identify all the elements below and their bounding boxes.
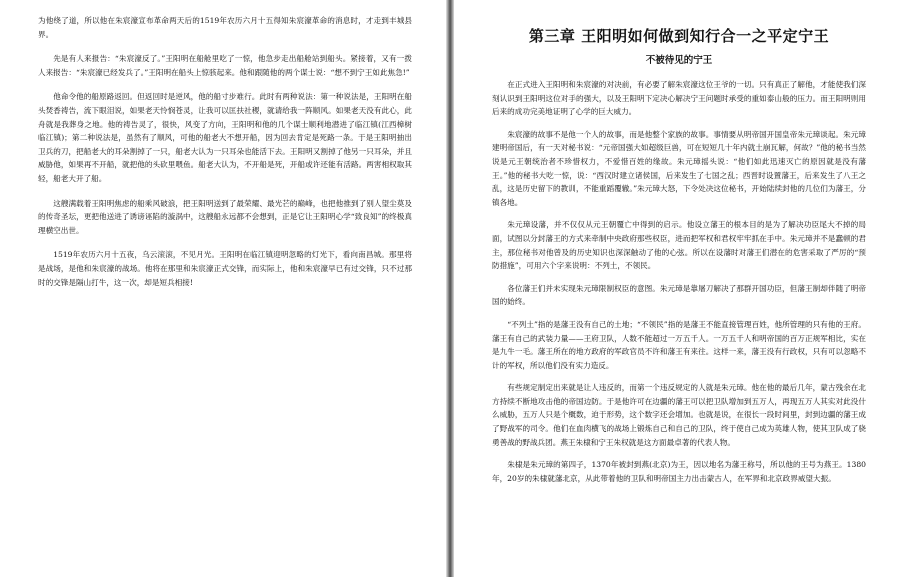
left-paragraph-4: 这艘满载着王阳明焦虑的船乘风破浪，把王阳明送到了最荣耀、最光芒的巅峰，也把他推到了别人望尘莫及的传奇圣坛，更把他送进了诱谤诬陷的漩涡中，这艘船永远都不会想到，正是它让王阳明心学“致良知”的终极真理横空出世。: [38, 198, 412, 235]
right-page: [454, 0, 900, 577]
right-paragraph-6: 有些规定制定出来就是让人违反的，而第一个违反规定的人就是朱元璋。他在他的最后几年，蒙古残余在北方持续不断地攻击他的帝国边防。于是他许可在边疆的藩王可以把卫队增加到五万人，再现五万人其实对此没什么威胁，五万人只是个概数，迫于形势，这个数字还会增加。也就是说，在很长一段时间里，封到边疆的藩王成了野战军的司令。他们在血肉横飞的战场上锻炼自己和自己的卫队，终于使自己成为英雄人物，使其卫队成了骁勇善战的野战兵团。燕王朱棣和宁王朱权就是这方面最卓著的代表人物。: [492, 383, 866, 447]
chapter-title: 第三章 王阳明如何做到知行合一之平定宁王: [528, 27, 830, 45]
right-paragraph-3: 朱元璋设藩，并不仅仅从元王朝覆亡中得到的启示。他设立藩王的根本目的是为了解决功臣尾大不掉的局面，试图以分封藩王的方式来牵制中央政府那些权臣，进而把军权和君权牢牢抓在手中。朱元璋并不是蠢顿的君主，那位秘书对他曾及的历史知识也深深触动了他的心弦。所以在设藩时对藩王们潜在的危害采取了严厉的“预防措施”，可用六个字来说明：不列土，不领民。: [492, 220, 866, 271]
section-title: 不被待见的宁王: [645, 55, 713, 66]
left-paragraph-5: 1519年农历六月十五夜，乌云滚滚，不见月光。王阳明在临江镇迎明忽略的灯光下，看向南昌城。那里将是战场，是他和朱宸濠的战场。他将在那里和朱宸濠正式交锋，而实际上，他和朱宸濠早已有过交锋，只不过那时的交锋是隔山打牛，这一次，却是短兵相接!: [38, 250, 412, 287]
book-gutter: [446, 0, 454, 577]
left-paragraph-1: 为他绕了道，所以他在朱宸濠宣布革命两天后的1519年农历六月十五得知朱宸濠革命的消息时，才走到丰城县界。: [38, 16, 412, 39]
right-paragraph-2: 朱宸濠的故事不是他一个人的故事，而是他整个家族的故事。事情要从明帝国开国皇帝朱元璋谈起。朱元璋建明帝国后，有一天对秘书说：“元帝国强大如超级巨兽，可在短短几十年内就土崩瓦解，何故？”他的秘书当然说是元王朝统治者不珍惜权力，不爱惜百姓的缘故。朱元璋摇头说：“他们如此迅速灭亡的原因就是没有藩王。”他的秘书大吃一惊，说：“西汉时建立诸侯国，后来发生了七国之乱；西晋时设置藩王，后来发生了八王之乱，这是历史留下的教训，不能重蹈覆辙。”朱元璋大怒，下令处决这位秘书，开始陆续封他的几位们为藩王，分镇各地。: [492, 129, 866, 207]
right-paragraph-1: 在正式进入王阳明和朱宸濠的对决前，有必要了解朱宸濠这位王爷的一切。只有真正了解他，才能使我们深刻认识到王阳明这位对手的强大，以及王阳明下定决心解决宁王问题时承受的重如泰山般的压力。而王阳明则用后来的成功完美地证明了心学的巨大威力。: [492, 80, 866, 117]
left-paragraph-2: 先是有人来报告：“朱宸濠反了。”王阳明在船舱里吃了一惊，他急步走出船舱站到船头。紧接着，又有一拨人来报告：“朱宸濠已经发兵了。”王阳明在船头上惊骇起来。他和跟随他的两个谋士说：“想不到宁王如此焦急!”: [38, 54, 412, 77]
right-paragraph-4: 各位藩王们并未实现朱元璋限制权臣的意图。朱元璋是靠屠刀解决了那群开国功臣，但藩王制却伴随了明帝国的始终。: [492, 283, 866, 307]
left-paragraph-3: 他命令他的船原路返回。但返回时是逆风，他的船寸步难行。此时有两种说法：第一种说法是，王阳明在船头焚香祷告，流下眼泪说，如果老天怜悯苍灵，让我可以匡扶社稷，就请给我一阵顺风。如果老天没有此心，此舟就是我葬身之地。他的祷告灵了，很快，风变了方向，王阳明和他的几个谋士顺利地潜进了临江镇(江西樟树临江镇)；第二种说法是，虽然有了顺风，可他的船老大不想开船，因为回去肯定是死路一条。于是王阳明抽出卫兵的刀，把船老大的耳朵割掉了一只，船老大认为一只耳朵也能活下去。王阳明又割掉了他另一只耳朵，并且威胁他，如果再不开船，就把他的头砍里喂鱼。船老大认为，不开船是死，开船或许还能有活路。两害相权取其轻，船老大开了船。: [38, 92, 412, 183]
right-paragraph-7: 朱棣是朱元璋的第四子，1370年被封到燕(北京)为王，因以地名为藩王称号，所以他的王号为燕王。1380年，20岁的朱棣就藩北京，从此带着他的卫队和明帝国主力出击蒙古人，在军界和北京政界威望大振。: [492, 460, 866, 483]
left-page: [0, 0, 446, 577]
right-paragraph-5: “不列土”指的是藩王没有自己的土地；“不领民”指的是藩王不能直接管理百姓，他所管理的只有他的王府。藩王有自己的武装力量——王府卫队，人数不能超过一万五千人。一万五千人和明帝国的百万正规军相比，实在是九牛一毛。藩王所在的地方政府的军政官员不许和藩王有来往。这样一来，藩王没有行政权，只有可以忽略不计的军权，所以他们没有实力造反。: [492, 319, 866, 370]
